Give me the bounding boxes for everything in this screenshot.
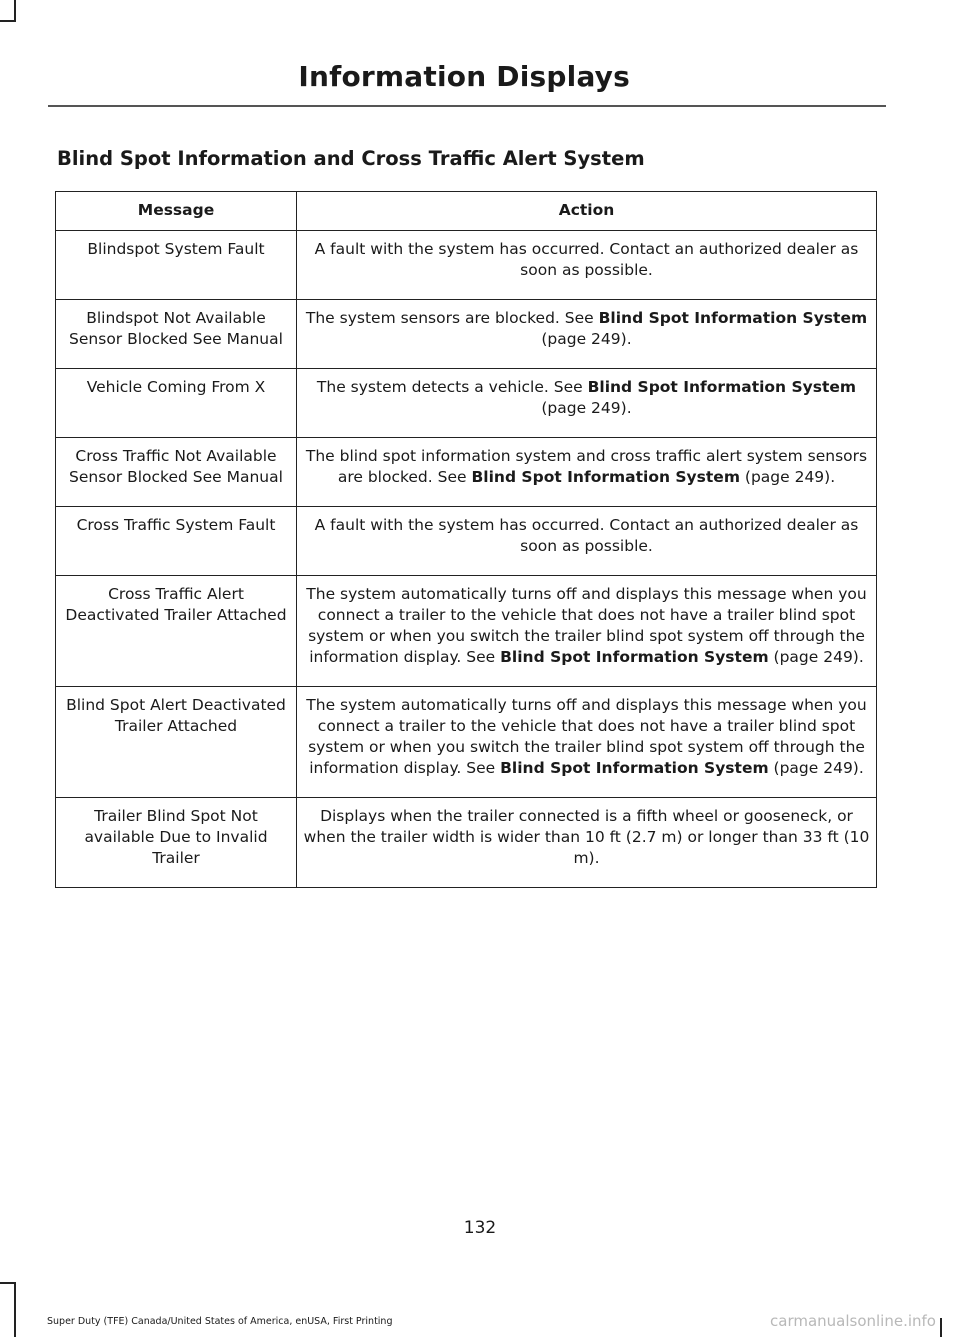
message-cell: Vehicle Coming From X: [56, 369, 297, 438]
action-cell: [297, 687, 877, 798]
cross-reference-link[interactable]: Blind Spot Information System: [587, 378, 857, 396]
crop-mark-bottom-left-vertical: [14, 1282, 16, 1337]
page-header-title: Information Displays: [298, 60, 630, 93]
action-cell: [297, 369, 877, 438]
watermark: carmanualsonline.info: [770, 1312, 936, 1330]
action-cell: [297, 798, 877, 888]
table-row: [56, 438, 877, 507]
cross-reference-link[interactable]: Blind Spot Information System: [598, 309, 868, 327]
page-number: 132: [463, 1218, 497, 1238]
see-prefix: See: [461, 648, 501, 666]
crop-mark-bottom-left-horizontal: [0, 1282, 16, 1284]
section-title: Blind Spot Information and Cross Traffic Alert System: [57, 147, 645, 170]
action-cell: [297, 507, 877, 576]
action-cell: [297, 300, 877, 369]
crop-mark-top-left-horizontal: [0, 20, 16, 22]
page-reference: (page 249).: [768, 648, 864, 666]
column-header-action: Action: [297, 192, 877, 231]
table-row: [56, 687, 877, 798]
table-row: [56, 300, 877, 369]
table-row: [56, 798, 877, 888]
action-text: The system sensors are blocked.: [305, 309, 560, 327]
see-prefix: See: [461, 759, 501, 777]
cross-reference-link[interactable]: Blind Spot Information System: [500, 648, 769, 666]
message-cell: Trailer Blind Spot Not available Due to Invalid Trailer: [56, 798, 297, 888]
crop-mark-top-left-vertical: [14, 0, 16, 21]
see-prefix: See: [548, 378, 588, 396]
table-row: [56, 231, 877, 300]
header-divider: [48, 105, 886, 107]
action-cell: [297, 576, 877, 687]
action-text: The system automatically turns off and displays this message when you connect a trailer to the vehicle that does not have a trailer blind spot system or when you switch the trailer blind spot system off through the information display.: [306, 696, 867, 777]
message-cell: Blindspot System Fault: [56, 231, 297, 300]
table-header-row: [56, 192, 877, 231]
action-text: A fault with the system has occurred. Contact an authorized dealer as soon as possible.: [314, 240, 859, 279]
page-reference: (page 249).: [541, 399, 632, 417]
action-cell: [297, 438, 877, 507]
cross-reference-link[interactable]: Blind Spot Information System: [500, 759, 769, 777]
action-text: The blind spot information system and cross traffic alert system sensors are blocked.: [305, 447, 868, 486]
table-row: [56, 369, 877, 438]
cross-reference-link[interactable]: Blind Spot Information System: [471, 468, 740, 486]
see-prefix: See: [559, 309, 599, 327]
crop-mark-bottom-right-vertical: [940, 1318, 942, 1337]
table-row: [56, 576, 877, 687]
message-cell: Cross Traffic System Fault: [56, 507, 297, 576]
page-reference: (page 249).: [739, 468, 836, 486]
action-text: Displays when the trailer connected is a fifth wheel or gooseneck, or when the trailer width is wider than 10 ft (2.7 m) or longer than 33 ft (10 m).: [303, 807, 870, 867]
action-text: A fault with the system has occurred. Contact an authorized dealer as soon as possible.: [314, 516, 859, 555]
table-row: [56, 507, 877, 576]
message-cell: Cross Traffic Alert Deactivated Trailer Attached: [56, 576, 297, 687]
action-cell: [297, 231, 877, 300]
page-reference: (page 249).: [768, 759, 864, 777]
action-text: The system automatically turns off and displays this message when you connect a trailer to the vehicle that does not have a trailer blind spot system or when you switch the trailer blind spot system off through the information display.: [306, 585, 867, 666]
message-cell: Blind Spot Alert Deactivated Trailer Attached: [56, 687, 297, 798]
footer-edition-text: Super Duty (TFE) Canada/United States of America, enUSA, First Printing: [47, 1316, 393, 1327]
action-text: The system detects a vehicle.: [316, 378, 549, 396]
messages-table: [55, 191, 877, 888]
see-prefix: See: [432, 468, 472, 486]
message-cell: Cross Traffic Not Available Sensor Blocked See Manual: [56, 438, 297, 507]
message-cell: Blindspot Not Available Sensor Blocked See Manual: [56, 300, 297, 369]
page-reference: (page 249).: [541, 330, 632, 348]
column-header-message: Message: [56, 192, 297, 231]
